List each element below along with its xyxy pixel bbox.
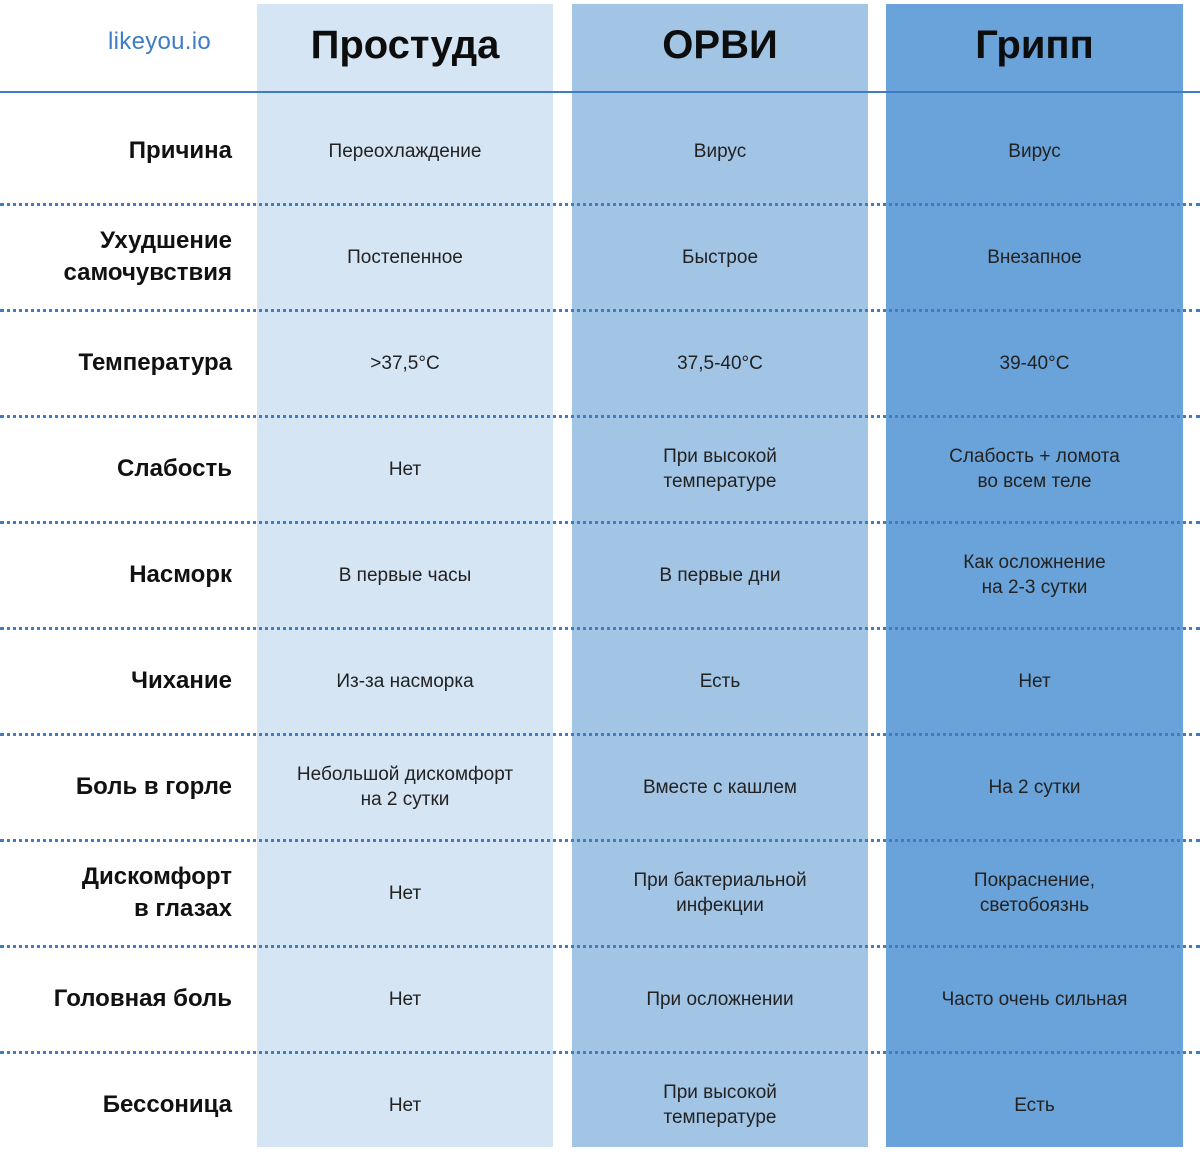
table-row <box>0 628 1200 734</box>
brand-logo-text: likeyou.io <box>108 28 212 55</box>
cell-orvi: При высокой температуре <box>663 1082 777 1128</box>
cell-prostuda: >37,5°C <box>370 352 440 374</box>
table-row <box>0 1052 1200 1158</box>
column-header-prostuda: Простуда <box>310 22 500 67</box>
cell-prostuda: Из-за насморка <box>336 670 474 692</box>
row-label: Температура <box>78 349 232 376</box>
table-row <box>0 416 1200 522</box>
cell-gripp: На 2 сутки <box>988 776 1081 798</box>
row-label: Дискомфорт в глазах <box>81 863 232 922</box>
cell-prostuda: В первые часы <box>338 564 472 586</box>
cell-orvi: 37,5-40°C <box>677 352 763 374</box>
cell-gripp: Вирус <box>1008 140 1061 162</box>
table-row <box>0 204 1200 310</box>
cell-prostuda: Нет <box>388 458 422 480</box>
cell-orvi: Вирус <box>693 140 747 162</box>
row-label: Слабость <box>117 455 232 482</box>
cell-orvi: При осложнении <box>646 988 794 1010</box>
cell-gripp: Как осложнение на 2-3 сутки <box>963 552 1106 598</box>
cell-prostuda: Постепенное <box>347 246 463 268</box>
row-label: Головная боль <box>53 985 232 1012</box>
cell-prostuda: Нет <box>388 1094 422 1116</box>
cell-orvi: При высокой температуре <box>663 446 777 492</box>
row-label: Боль в горле <box>75 773 232 800</box>
table-row <box>0 840 1200 946</box>
table-row <box>0 522 1200 628</box>
row-label: Бессоница <box>102 1091 232 1118</box>
cell-gripp: Часто очень сильная <box>941 988 1128 1010</box>
table-row <box>0 946 1200 1052</box>
cell-prostuda: Нет <box>388 988 422 1010</box>
cell-gripp: Есть <box>1014 1094 1055 1116</box>
cell-gripp: Внезапное <box>987 246 1082 268</box>
cell-gripp: Слабость + ломота во всем теле <box>949 446 1120 492</box>
cell-gripp: Нет <box>1018 670 1051 692</box>
cell-prostuda: Нет <box>388 882 422 904</box>
cell-orvi: Вместе с кашлем <box>643 776 797 798</box>
table-row <box>0 98 1200 204</box>
cell-orvi: При бактериальной инфекции <box>633 870 807 916</box>
cell-orvi: Есть <box>699 670 741 692</box>
table-row <box>0 734 1200 840</box>
cell-gripp: Покраснение, светобоязнь <box>973 870 1096 916</box>
row-label: Причина <box>128 137 232 164</box>
row-label: Насморк <box>129 561 232 588</box>
column-header-orvi: ОРВИ <box>662 22 778 67</box>
header-divider <box>0 91 1200 93</box>
cell-prostuda: Небольшой дискомфорт на 2 сутки <box>296 764 514 810</box>
row-label: Ухудшение самочувствия <box>63 227 232 286</box>
cell-orvi: Быстрое <box>681 246 759 268</box>
row-label: Чихание <box>131 667 232 694</box>
cell-gripp: 39-40°C <box>999 352 1070 374</box>
cell-orvi: В первые дни <box>659 564 781 586</box>
table-row <box>0 310 1200 416</box>
cell-prostuda: Переохлаждение <box>328 140 482 162</box>
column-header-gripp: Грипп <box>975 22 1094 67</box>
